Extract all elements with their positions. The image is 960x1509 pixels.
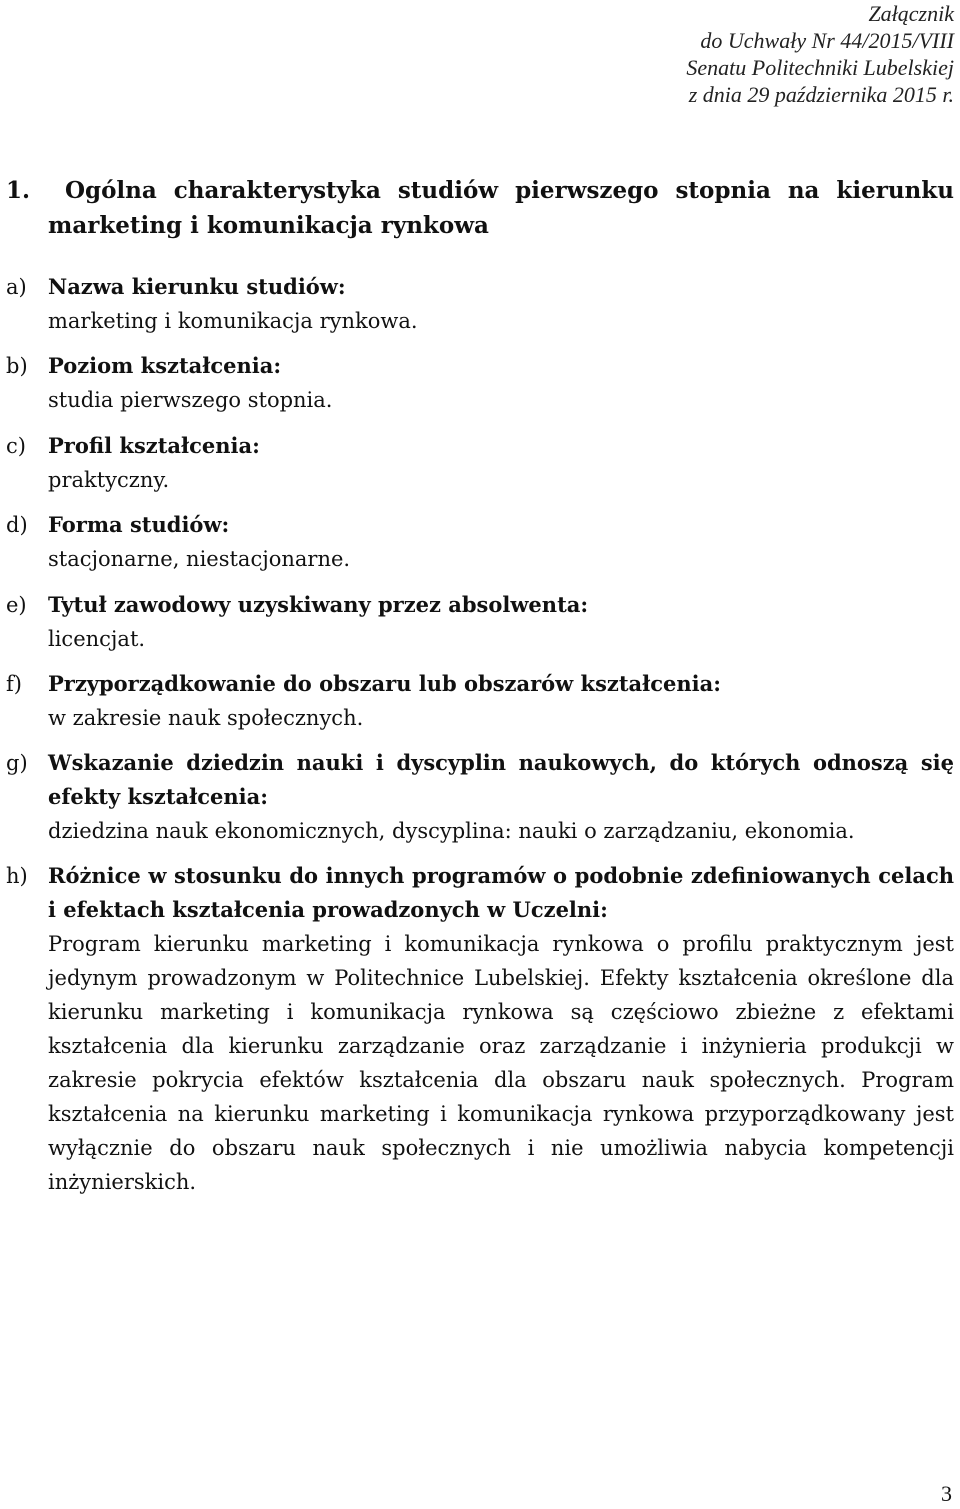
item-value: w zakresie nauk społecznych.: [48, 706, 364, 730]
section-heading: [6, 173, 954, 243]
item-letter: e): [6, 593, 27, 617]
item-label: Tytuł zawodowy uzyskiwany przez absolwenta:: [48, 592, 589, 617]
item-label: Różnice w stosunku do innych programów o podobnie zdefiniowanych celach i efektach kształcenia prowadzonych w Uczelni:: [48, 863, 954, 922]
item-label: Przyporządkowanie do obszaru lub obszarów kształcenia:: [48, 671, 721, 696]
item-value: praktyczny.: [48, 468, 170, 492]
item-letter: h): [6, 864, 28, 888]
section-number: 1.: [6, 177, 31, 204]
item-label: Wskazanie dziedzin nauki i dyscyplin naukowych, do których odnoszą się efekty kształcenia:: [48, 750, 954, 809]
item-letter: f): [6, 672, 22, 696]
annex-date: z dnia 29 października 2015 r.: [688, 82, 954, 107]
annex-header: [454, 0, 954, 108]
heading-word: Ogólna: [64, 177, 157, 204]
item-value: studia pierwszego stopnia.: [48, 388, 333, 412]
section-heading-line2: marketing i komunikacja rynkowa: [48, 212, 489, 239]
item-label: Nazwa kierunku studiów:: [48, 274, 346, 299]
item-letter: d): [6, 513, 28, 537]
heading-word: studiów: [397, 177, 499, 204]
list-item: [6, 667, 954, 735]
item-label: Poziom kształcenia:: [48, 353, 282, 378]
list-item: [6, 588, 954, 656]
item-letter: a): [6, 275, 27, 299]
heading-word: stopnia: [675, 177, 771, 204]
list-item: [6, 349, 954, 417]
item-value: marketing i komunikacja rynkowa.: [48, 309, 418, 333]
section-heading-line1: [6, 173, 954, 208]
list-item: [6, 746, 954, 848]
annex-senate: Senatu Politechniki Lubelskiej: [686, 55, 954, 80]
item-value: licencjat.: [48, 627, 146, 651]
list-item: [6, 859, 954, 1199]
list-item: [6, 429, 954, 497]
item-letter: g): [6, 751, 28, 775]
heading-word: kierunku: [836, 177, 954, 204]
item-letter: c): [6, 434, 26, 458]
item-list: [6, 270, 954, 1199]
heading-word: na: [787, 177, 820, 204]
item-label: Forma studiów:: [48, 512, 230, 537]
item-value: stacjonarne, niestacjonarne.: [48, 547, 351, 571]
item-value: Program kierunku marketing i komunikacja rynkowa o profilu praktycznym jest jedynym prowadzonym w Politechnice Lubelskiej. Efekty kształcenia określone dla kierunku marketing i komunikacja rynkowa są częściowo zbieżne z efektami kształcenia dla kierunku zarządzanie oraz zarządzanie i inżynieria produkcji w zakresie pokrycia efektów kształcenia dla obszaru nauk społecznych. Program kształcenia na kierunku marketing i komunikacja rynkowa przyporządkowany jest wyłącznie do obszaru nauk społecznych i nie umożliwia nabycia kompetencji inżynierskich.: [48, 932, 954, 1194]
item-label: Profil kształcenia:: [48, 433, 260, 458]
page-number: 3: [941, 1481, 952, 1506]
list-item: [6, 508, 954, 576]
annex-title: Załącznik: [868, 1, 954, 26]
item-letter: b): [6, 354, 28, 378]
heading-word: charakterystyka: [173, 177, 381, 204]
heading-word: pierwszego: [515, 177, 659, 204]
annex-resolution: do Uchwały Nr 44/2015/VIII: [700, 28, 954, 53]
item-value: dziedzina nauk ekonomicznych, dyscyplina: nauki o zarządzaniu, ekonomia.: [48, 819, 855, 843]
list-item: [6, 270, 954, 338]
